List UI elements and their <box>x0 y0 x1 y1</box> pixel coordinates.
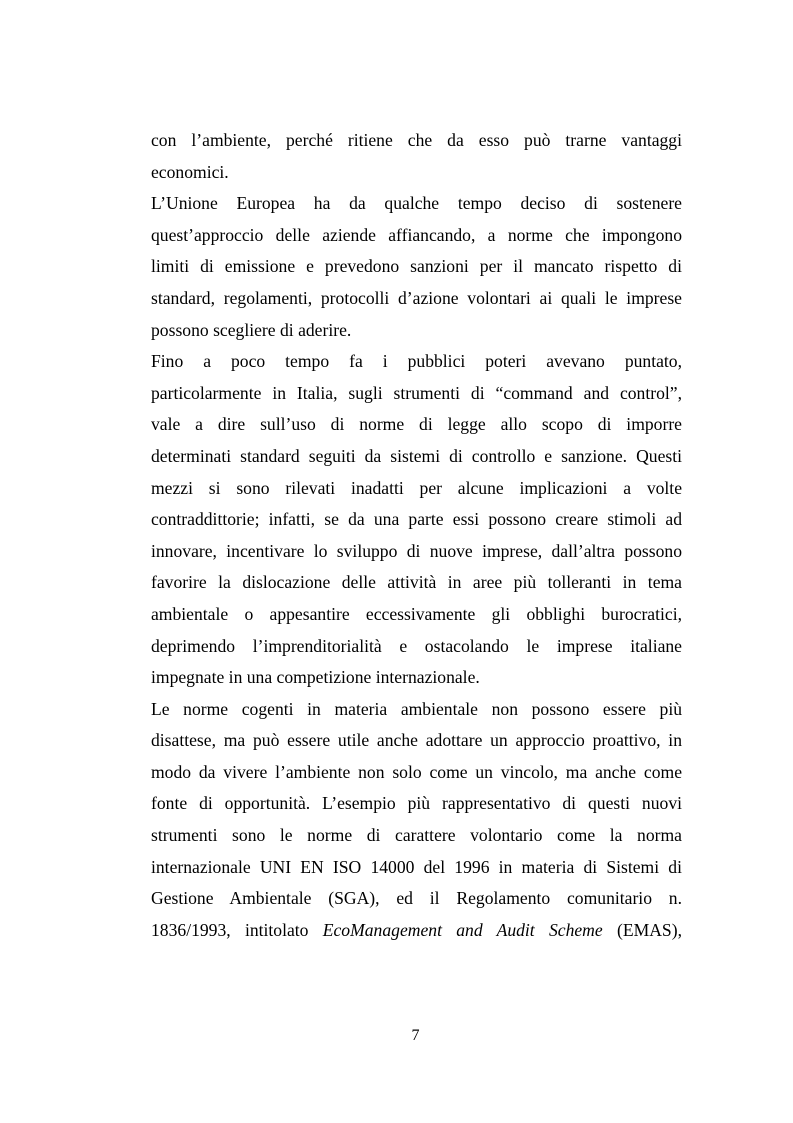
text-line-final <box>151 915 682 947</box>
body-text <box>151 125 682 946</box>
text-fragment: (EMAS), <box>602 919 682 940</box>
text-line: modo da vivere l’ambiente non solo come un vincolo, ma anche come <box>151 761 682 782</box>
text-line: possono scegliere di aderire. <box>151 319 352 340</box>
text-line: ambientale o appesantire eccessivamente gli obblighi burocratici, <box>151 603 682 624</box>
text-line: quest’approccio delle aziende affiancando, a norme che impongono <box>151 224 682 245</box>
text-line: fonte di opportunità. L’esempio più rappresentativo di questi nuovi <box>151 793 682 814</box>
text-line: internazionale UNI EN ISO 14000 del 1996 in materia di Sistemi di <box>151 856 682 877</box>
text-line: disattese, ma può essere utile anche adottare un approccio proattivo, in <box>151 730 682 751</box>
text-line: innovare, incentivare lo sviluppo di nuove imprese, dall’altra possono <box>151 540 682 561</box>
text-line: determinati standard seguiti da sistemi di controllo e sanzione. Questi <box>151 445 682 466</box>
text-line: L’Unione Europea ha da qualche tempo deciso di sostenere <box>151 193 682 214</box>
text-line: Gestione Ambientale (SGA), ed il Regolamento comunitario n. <box>151 888 682 909</box>
text-line: favorire la dislocazione delle attività in aree più tolleranti in tema <box>151 572 682 593</box>
text-line: contraddittorie; infatti, se da una parte essi possono creare stimoli ad <box>151 509 682 530</box>
text-line: Le norme cogenti in materia ambientale non possono essere più <box>151 698 682 719</box>
text-line: economici. <box>151 161 229 182</box>
text-line: limiti di emissione e prevedono sanzioni per il mancato rispetto di <box>151 256 682 277</box>
text-line: standard, regolamenti, protocolli d’azione volontari ai quali le imprese <box>151 287 682 308</box>
text-line: vale a dire sull’uso di norme di legge allo scopo di imporre <box>151 414 682 435</box>
text-line: deprimendo l’imprenditorialità e ostacolando le imprese italiane <box>151 635 682 656</box>
italic-title: EcoManagement and Audit Scheme <box>322 919 603 940</box>
text-line: particolarmente in Italia, sugli strumenti di “command and control”, <box>151 382 682 403</box>
page-number: 7 <box>411 1027 420 1044</box>
text-line: impegnate in una competizione internazionale. <box>151 667 480 688</box>
text-fragment: 1836/1993, intitolato <box>151 919 323 940</box>
text-line: strumenti sono le norme di carattere volontario come la norma <box>151 825 682 846</box>
text-line: Fino a poco tempo fa i pubblici poteri avevano puntato, <box>151 351 682 372</box>
text-line: mezzi si sono rilevati inadatti per alcune implicazioni a volte <box>151 477 682 498</box>
text-line: con l’ambiente, perché ritiene che da esso può trarne vantaggi <box>151 130 682 150</box>
